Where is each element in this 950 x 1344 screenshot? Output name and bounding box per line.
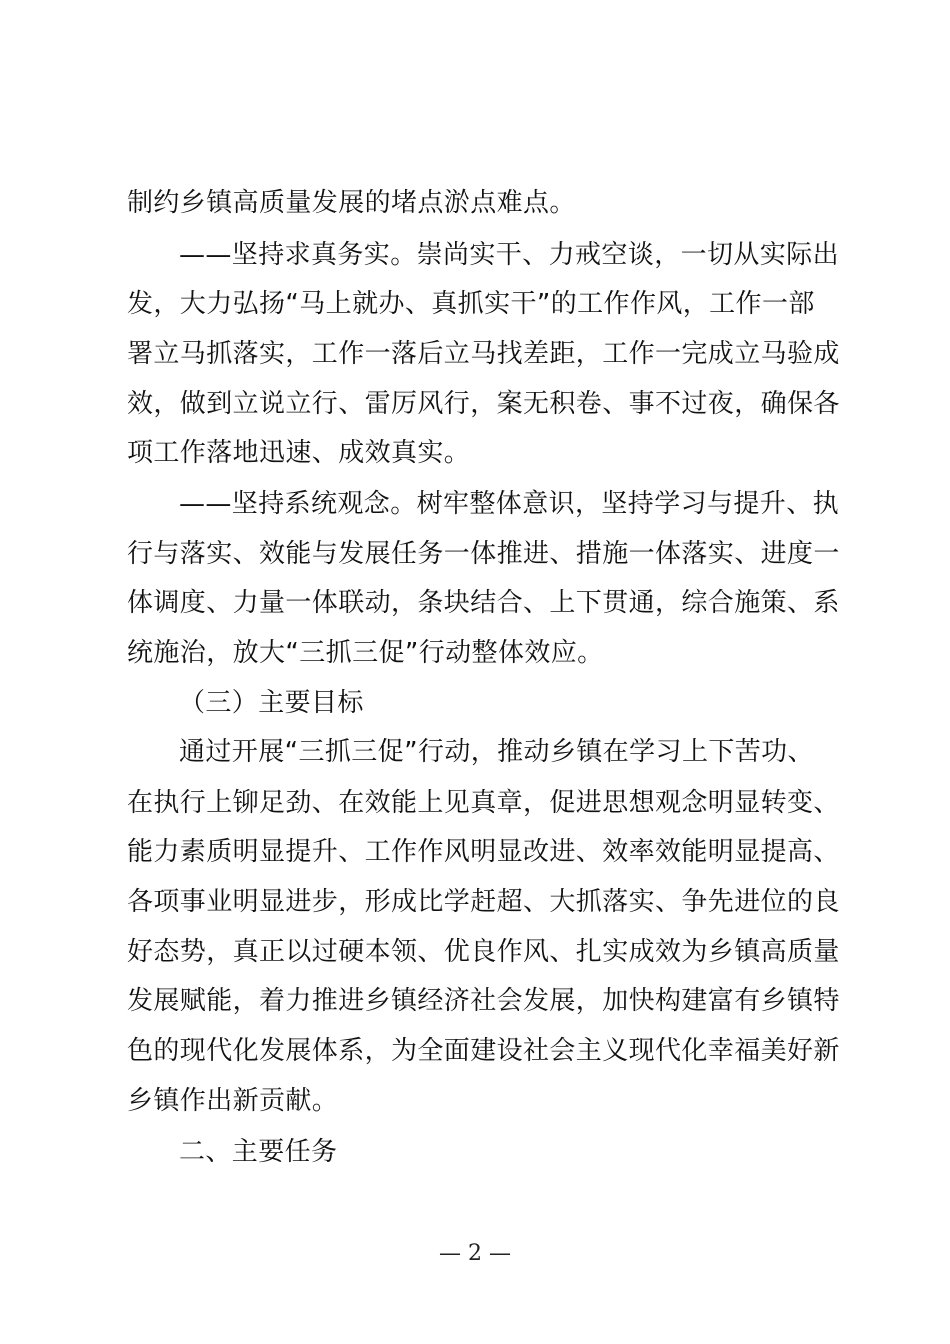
text-line: 制约乡镇高质量发展的堵点淤点难点。 <box>127 188 576 218</box>
text-line: 体调度、力量一体联动，条块结合、上下贯通，综合施策、系 <box>127 588 840 618</box>
section-heading: （三）主要目标 <box>179 688 364 718</box>
text-line: 好态势，真正以过硬本领、优良作风、扎实成效为乡镇高质量 <box>127 937 840 967</box>
text-line: 通过开展“三抓三促”行动，推动乡镇在学习上下苦功、 <box>179 737 814 767</box>
text-line: ——坚持求真务实。崇尚实干、力戒空谈，一切从实际出 <box>179 240 840 270</box>
text-line: 发展赋能，着力推进乡镇经济社会发展，加快构建富有乡镇特 <box>127 986 840 1016</box>
text-line: 各项事业明显进步，形成比学赶超、大抓落实、争先进位的良 <box>127 887 840 917</box>
text-line: 在执行上铆足劲、在效能上见真章，促进思想观念明显转变、 <box>127 788 840 818</box>
text-line: 项工作落地迅速、成效真实。 <box>127 438 471 468</box>
page-number: — 2 — <box>439 1241 511 1266</box>
section-heading: 二、主要任务 <box>179 1137 338 1167</box>
text-line: ——坚持系统观念。树牢整体意识，坚持学习与提升、执 <box>179 489 840 519</box>
text-line: 统施治，放大“三抓三促”行动整体效应。 <box>127 638 604 668</box>
text-line: 能力素质明显提升、工作作风明显改进、效率效能明显提高、 <box>127 837 840 867</box>
text-line: 效，做到立说立行、雷厉风行，案无积卷、事不过夜，确保各 <box>127 389 840 419</box>
text-line: 行与落实、效能与发展任务一体推进、措施一体落实、进度一 <box>127 539 840 569</box>
text-line: 发，大力弘扬“马上就办、真抓实干”的工作作风，工作一部 <box>127 289 815 319</box>
text-line: 署立马抓落实，工作一落后立马找差距，工作一完成立马验成 <box>127 339 840 369</box>
text-line: 色的现代化发展体系，为全面建设社会主义现代化幸福美好新 <box>127 1036 840 1066</box>
text-line: 乡镇作出新贡献。 <box>127 1086 339 1116</box>
